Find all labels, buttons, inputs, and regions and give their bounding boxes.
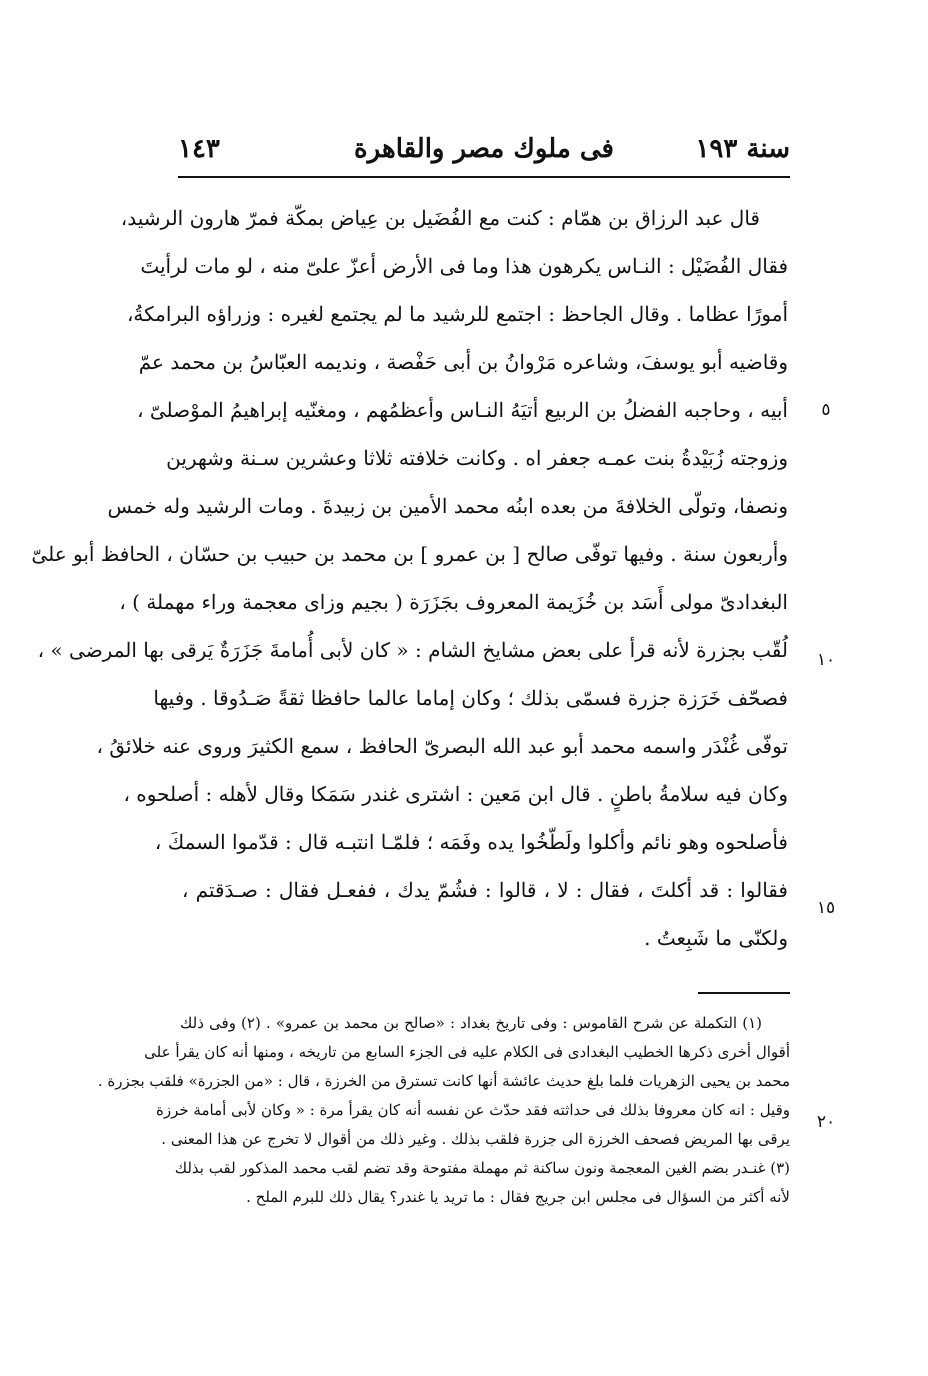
text-line: وقاضيه أبو يوسفَ، وشاعره مَرْوانُ بن أبى حَفْصة ، ونديمه العبّاسُ بن محمد عمّ: [138, 350, 788, 374]
text-line: فقالوا : قد أكلتَ ، فقال : لا ، قالوا : فشُمّ يدك ، ففعـل فقال : صـدَقتم ،: [182, 878, 788, 902]
text-line: قال عبد الرزاق بن همّام : كنت مع الفُضَيل بن عِياض بمكّة فمرّ هارون الرشيد،: [120, 206, 760, 230]
header-rule: [178, 176, 790, 178]
footnote-line: يرقى بها المريض فصحف الخرزة الى جزرة فلقب بذلك . وغير ذلك من أقوال لا تخرج عن هذا المعنى .: [161, 1130, 790, 1148]
text-line: فقال الفُضَيْل : النـاس يكرهون هذا وما فى الأرض أعزّ علىّ منه ، لو مات لرأيتَ: [140, 254, 788, 278]
text-line: لُقّب بجزرة لأنه قرأ على بعض مشايخ الشام : « كان لأبى أُمامةَ جَزَرَةٌ يَرقى بها المرضى » ،: [37, 638, 788, 662]
page-header: [178, 128, 790, 176]
running-title: فى ملوك مصر والقاهرة: [354, 134, 614, 164]
text-line: فصحّف خَرَزة جزرة فسمّى بذلك ؛ وكان إماما عالما حافظا ثقةً صَـدُوقا . وفيها: [153, 686, 788, 710]
footnotes: [97, 1010, 790, 1213]
text-line: توفّى غُنْدَر واسمه محمد أبو عبد الله البصرىّ الحافظ ، سمع الكثيرَ وروى عنه خلائقُ ،: [96, 734, 788, 758]
text-line: وكان فيه سلامةُ باطنٍ . قال ابن مَعين : اشترى غندر سَمَكا وقال لأهله : أصلحوه ،: [123, 782, 788, 806]
line-number-10: ١٠: [816, 650, 836, 670]
text-line: البغدادىّ مولى أَسَد بن خُزَيمة المعروف بجَزَرَة ( بجيم وزاى معجمة وراء مهملة ) ،: [119, 590, 788, 614]
line-number-20: ٢٠: [816, 1112, 836, 1132]
main-text: [31, 196, 788, 964]
footnote-line: (٣) غنـدر بضم الغين المعجمة ونون ساكنة ثم مهملة مفتوحة وقد تضم لقب محمد المذكور لقب بذلك: [174, 1159, 790, 1177]
text-line: ولكنّى ما شَبِعتُ .: [644, 926, 788, 950]
text-line: أبيه ، وحاجبه الفضلُ بن الربيع أتيَهُ النـاس وأعظمُهم ، ومغنّيه إبراهيمُ الموْصلىّ ،: [137, 398, 788, 422]
line-number-15: ١٥: [816, 898, 836, 918]
line-number-5: ٥: [821, 400, 831, 420]
text-line: وزوجته زُبَيْدةُ بنت عمـه جعفر اه . وكانت خلافته ثلاثا وعشرين سـنة وشهرين: [166, 446, 788, 470]
text-line: وأربعون سنة . وفيها توفّى صالح [ بن عمرو ] بن محمد بن حبيب بن حسّان ، الحافظ أبو علىّ: [31, 542, 788, 566]
page-number: ١٤٣: [178, 134, 220, 164]
footnote-line: لأنه أكثر من السؤال فى مجلس ابن جريج فقال : ما تريد يا غندر؟ يقال ذلك للبرم الملح .: [246, 1188, 790, 1206]
footnote-rule: [698, 992, 790, 994]
footnote-line: أقوال أخرى ذكرها الخطيب البغدادى فى الكلام عليه فى الجزء السابع من تاريخه ، ومنها أنه كان يقرأ على: [144, 1043, 790, 1061]
text-line: ونصفا، وتولّى الخلافةَ من بعده ابنُه محمد الأمين بن زبيدةَ . ومات الرشيد وله خمس: [107, 494, 788, 518]
text-line: فأصلحوه وهو نائم وأكلوا ولَطّخُوا يده وفَمَه ؛ فلمّـا انتبـه قال : قدّموا السمكَ ،: [154, 830, 788, 854]
footnote-line: محمد بن يحيى الزهريات فلما بلغ حديث عائشة أنها كانت تسترق من الخرزة ، قال : «من الجزرة» فلقب بجزرة .: [97, 1072, 790, 1090]
footnote-line: وقيل : انه كان معروفا بذلك فى حداثته فقد حدّث عن نفسه أنه كان يقرأ مرة : « وكان لأبى أمامة خرزة: [156, 1101, 790, 1119]
running-year: سنة ١٩٣: [695, 134, 790, 164]
text-line: أمورًا عظاما . وقال الجاحظ : اجتمع للرشيد ما لم يجتمع لغيره : وزراؤه البرامكةُ،: [126, 302, 788, 326]
footnote-line: (١) التكملة عن شرح القاموس : وفى تاريخ بغداد : «صالح بن محمد بن عمرو» . (٢) وفى ذلك: [180, 1014, 762, 1032]
